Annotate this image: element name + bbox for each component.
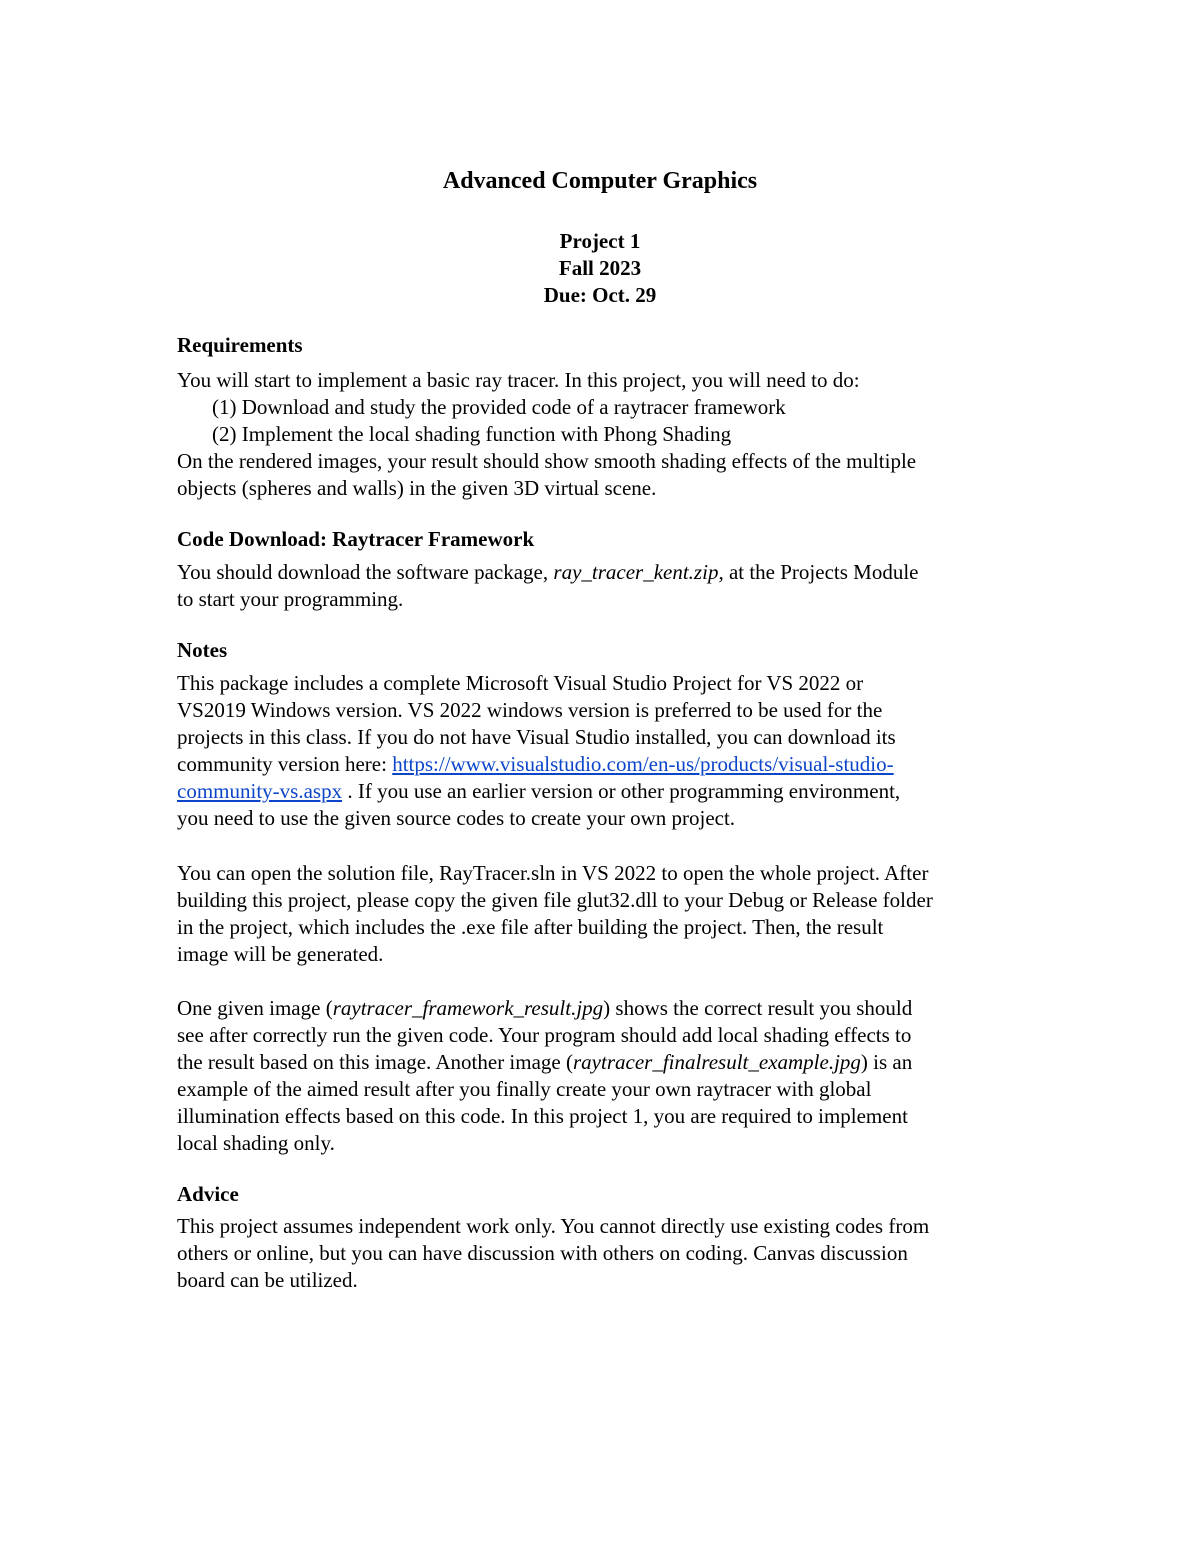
- notes-line: [177, 1049, 1057, 1076]
- text-run: ) shows the correct result you should: [603, 996, 913, 1020]
- filename-final-result: raytracer_finalresult_example.jpg: [573, 1050, 861, 1074]
- notes-line: example of the aimed result after you finally create your own raytracer with global: [177, 1077, 872, 1101]
- requirements-body: [177, 367, 1057, 502]
- notes-paragraph-3: [177, 995, 1057, 1157]
- requirements-item: (1) Download and study the provided code of a raytracer framework: [212, 395, 786, 419]
- text-run: One given image (: [177, 996, 333, 1020]
- text-run: community version here:: [177, 752, 393, 776]
- due-date: Due: Oct. 29: [543, 283, 657, 307]
- notes-paragraph-2: [177, 860, 1057, 968]
- notes-line: This package includes a complete Microsoft Visual Studio Project for VS 2022 or: [177, 671, 864, 695]
- requirements-line: You will start to implement a basic ray tracer. In this project, you will need to do:: [177, 368, 860, 392]
- code-download-body: [177, 559, 1057, 613]
- requirements-heading: Requirements: [177, 333, 303, 357]
- notes-line: in the project, which includes the .exe file after building the project. Then, the result: [177, 915, 884, 939]
- project-number: Project 1: [559, 229, 641, 253]
- notes-line: [177, 995, 1057, 1022]
- notes-line: VS2019 Windows version. VS 2022 windows version is preferred to be used for the: [177, 698, 883, 722]
- text-run: , at the Projects Module: [718, 560, 919, 584]
- notes-line: see after correctly run the given code. Your program should add local shading effects to: [177, 1023, 912, 1047]
- text-run: ) is an: [860, 1050, 913, 1074]
- visual-studio-link-continued[interactable]: community-vs.aspx: [177, 779, 343, 803]
- notes-line: You can open the solution file, RayTracer.sln in VS 2022 to open the whole project. After: [177, 861, 929, 885]
- notes-line: you need to use the given source codes to create your own project.: [177, 806, 736, 830]
- filename-framework-result: raytracer_framework_result.jpg: [332, 996, 604, 1020]
- advice-body: [177, 1213, 1057, 1294]
- requirements-line: On the rendered images, your result should show smooth shading effects of the multiple: [177, 449, 917, 473]
- requirements-item: (2) Implement the local shading function with Phong Shading: [212, 422, 732, 446]
- requirements-line: objects (spheres and walls) in the given 3D virtual scene.: [177, 476, 657, 500]
- text-run: the result based on this image. Another image (: [177, 1050, 573, 1074]
- notes-line: illumination effects based on this code. In this project 1, you are required to implement: [177, 1104, 908, 1128]
- notes-line: [177, 778, 1057, 805]
- code-download-line: to start your programming.: [177, 587, 404, 611]
- text-run: . If you use an earlier version or other programming environment,: [342, 779, 901, 803]
- document-title: Advanced Computer Graphics: [442, 168, 758, 194]
- term: Fall 2023: [558, 256, 642, 280]
- notes-line: image will be generated.: [177, 942, 384, 966]
- advice-line: board can be utilized.: [177, 1268, 358, 1292]
- notes-paragraph-1: [177, 670, 1057, 832]
- code-download-line: [177, 559, 1057, 586]
- text-run: You should download the software package,: [177, 560, 554, 584]
- notes-line: [177, 751, 1057, 778]
- code-download-heading: Code Download: Raytracer Framework: [177, 527, 535, 551]
- notes-line: local shading only.: [177, 1131, 335, 1155]
- advice-line: others or online, but you can have discussion with others on coding. Canvas discussion: [177, 1241, 908, 1265]
- notes-line: projects in this class. If you do not have Visual Studio installed, you can download its: [177, 725, 896, 749]
- notes-line: building this project, please copy the given file glut32.dll to your Debug or Release folder: [177, 888, 933, 912]
- notes-heading: Notes: [177, 638, 228, 662]
- advice-line: This project assumes independent work only. You cannot directly use existing codes from: [177, 1214, 930, 1238]
- visual-studio-link[interactable]: https://www.visualstudio.com/en-us/products/visual-studio-: [392, 752, 894, 776]
- advice-heading: Advice: [177, 1182, 239, 1206]
- filename-zip: ray_tracer_kent.zip: [553, 560, 719, 584]
